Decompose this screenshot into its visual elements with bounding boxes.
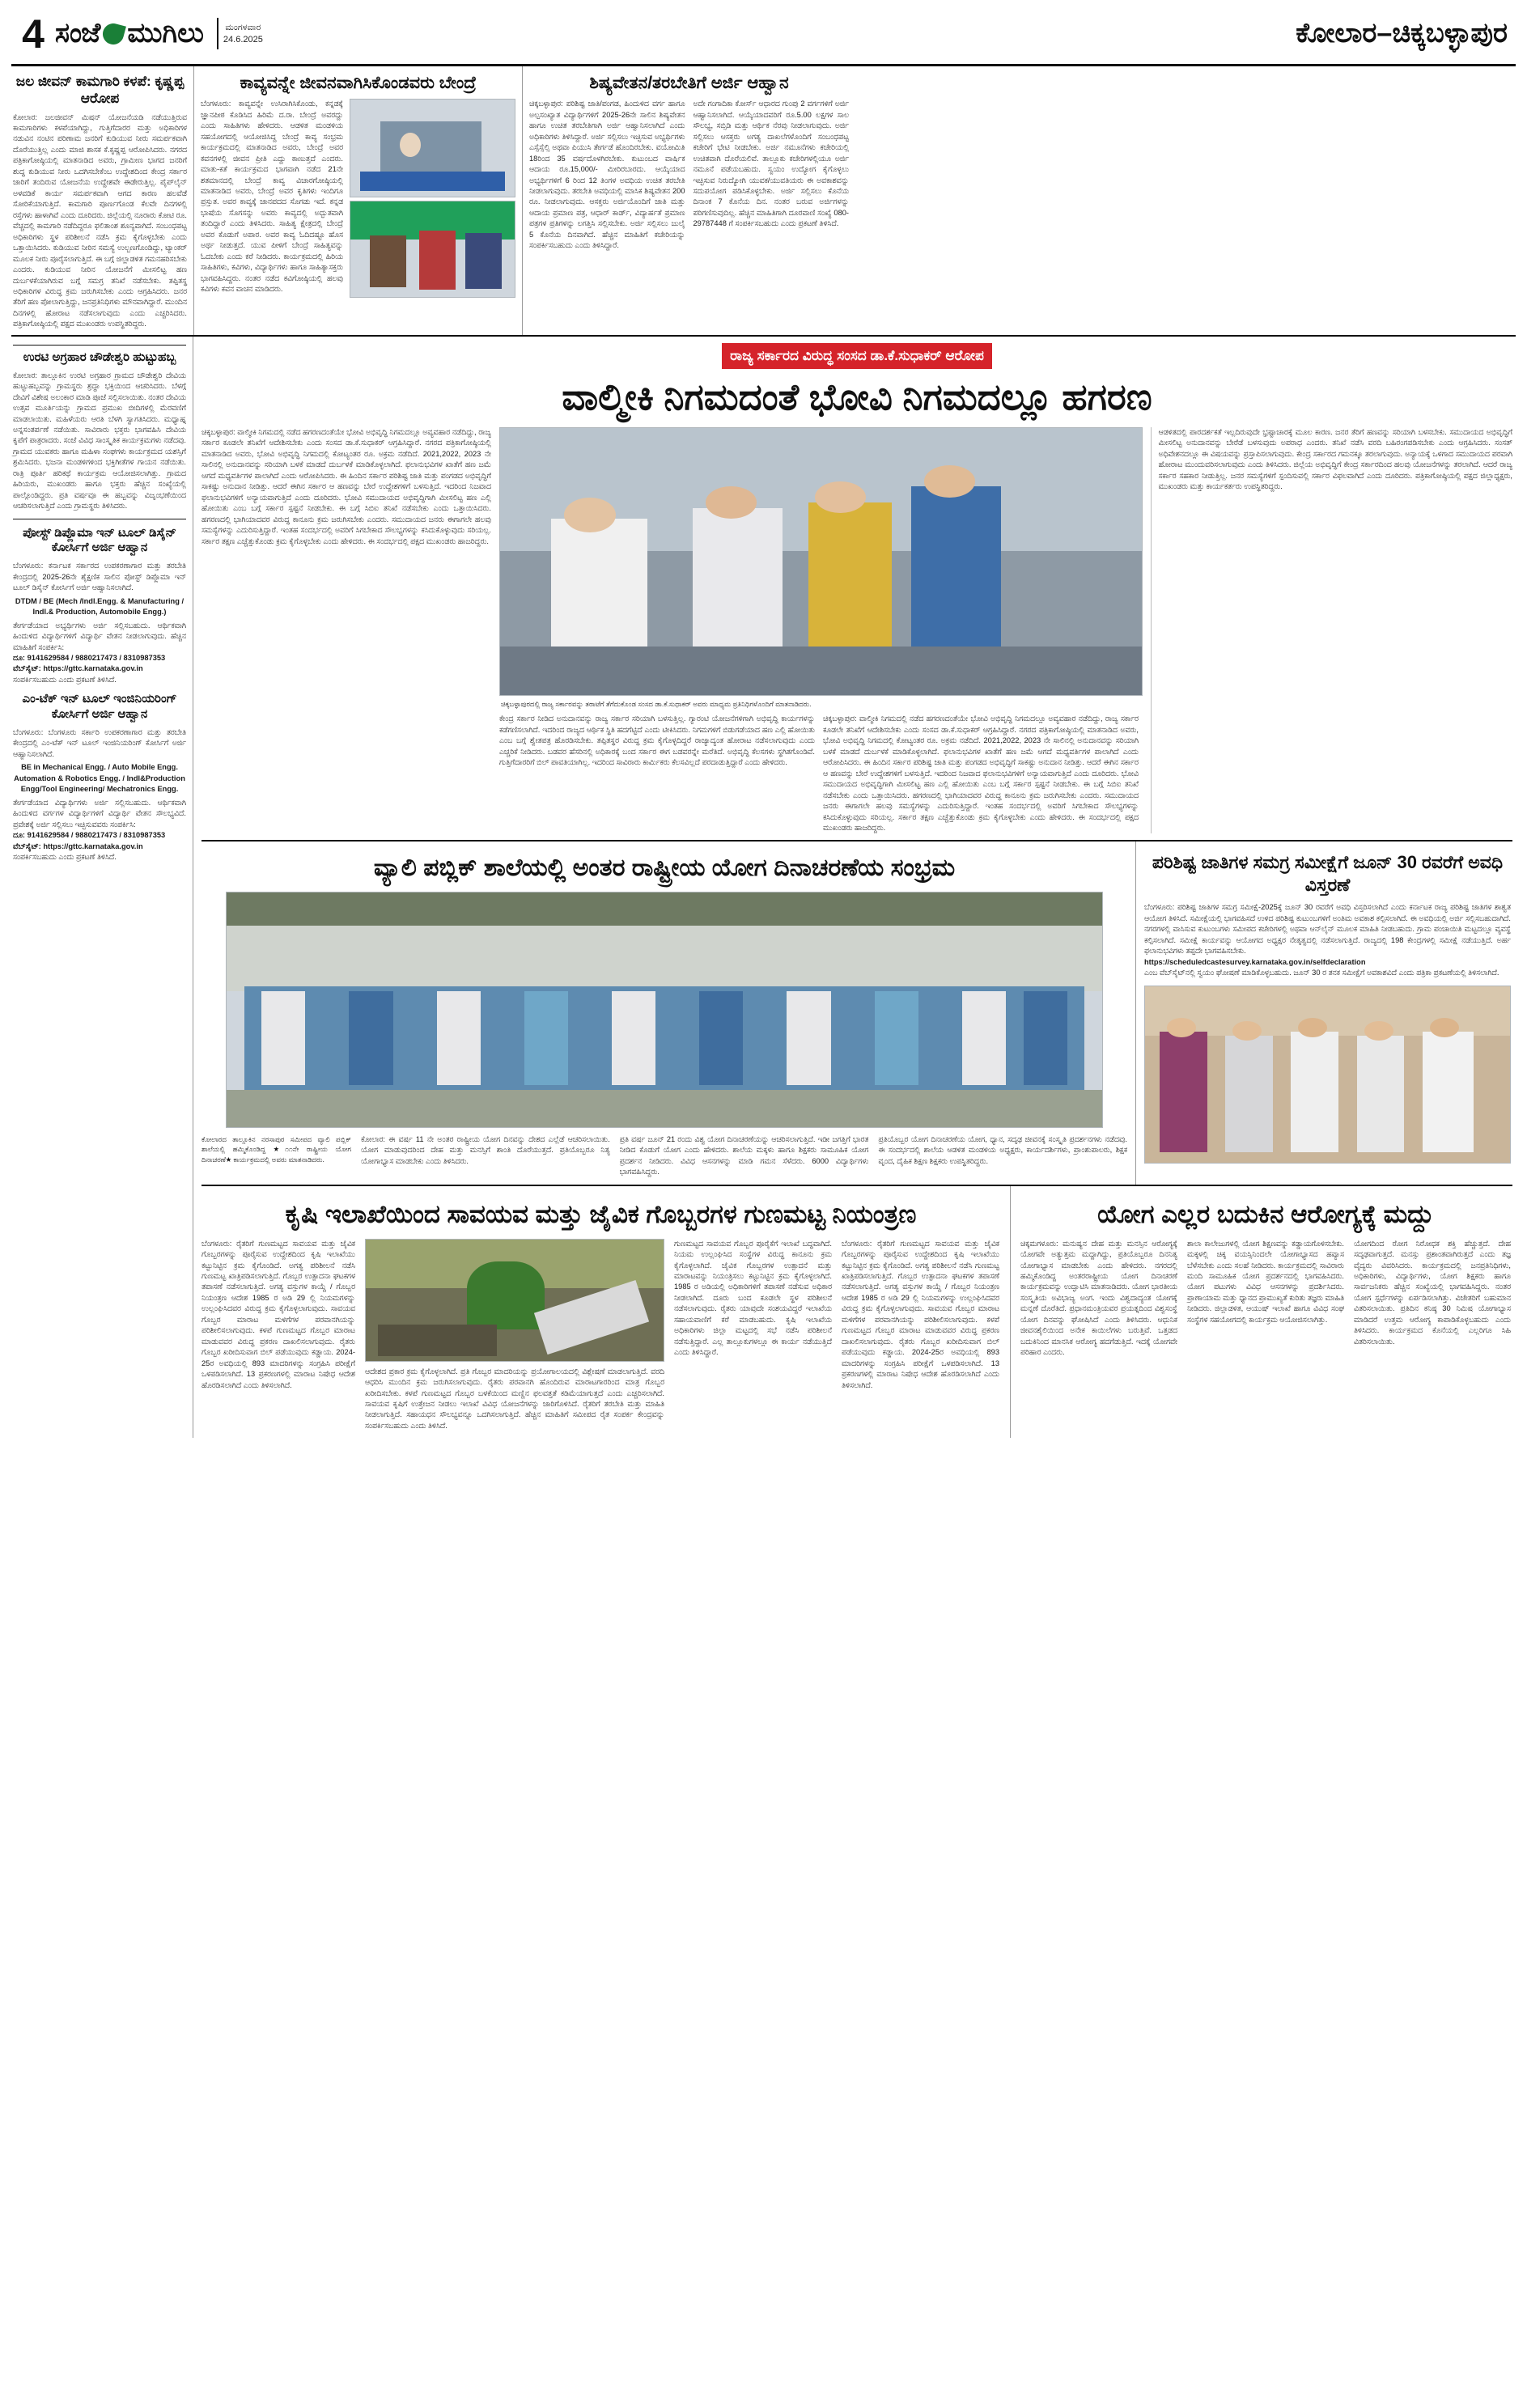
lead-story [201, 337, 1512, 842]
lead-story-col2: ಕೇಂದ್ರ ಸರ್ಕಾರ ನೀಡಿದ ಅನುದಾನವನ್ನು ರಾಜ್ಯ ಸರ್ಕಾರ ಸರಿಯಾಗಿ ಬಳಸುತ್ತಿಲ್ಲ. ಗ್ಯಾರಂಟಿ ಯೋಜನೆಗಳಿಗಾಗಿ ಅಭಿವೃದ್ಧಿ ಕಾರ್ಯಗಳನ್ನು ಕಡೆಗಣಿಸಲಾಗಿದೆ. ಇದರಿಂದ ರಾಜ್ಯದ ಆರ್ಥಿಕ ಸ್ಥಿತಿ ಹದಗೆಟ್ಟಿದೆ ಎಂದು ಟೀಕಿಸಿದರು. ನಿಗಮಗಳಿಗೆ ಬಿಡುಗಡೆಯಾದ ಹಣ ಎಲ್ಲಿ ಹೋಯಿತು ಎಂಬ ಬಗ್ಗೆ ಶ್ವೇತಪತ್ರ ಹೊರಡಿಸಬೇಕು. ತಪ್ಪಿತಸ್ಥರ ವಿರುದ್ಧ ಕ್ರಮ ಕೈಗೊಳ್ಳದಿದ್ದರೆ ರಾಜ್ಯಾದ್ಯಂತ ಹೋರಾಟ ನಡೆಸಲಾಗುವುದು ಎಂದು ಎಚ್ಚರಿಕೆ ನೀಡಿದರು. ಬಡವರ ಹೆಸರಿನಲ್ಲಿ ಅಧಿಕಾರಕ್ಕೆ ಬಂದ ಸರ್ಕಾರ ಈಗ ಬಡವರನ್ನೇ ಮರೆತಿದೆ. ಅಭಿವೃದ್ಧಿ ಕೆಲಸಗಳು ಸ್ಥಗಿತಗೊಂಡಿವೆ. ಗುತ್ತಿಗೆದಾರರಿಗೆ ಬಿಲ್ ಪಾವತಿಯಾಗಿಲ್ಲ. ಇದರಿಂದ ಸಾವಿರಾರು ಕಾರ್ಮಿಕರು ಕೆಲಸವಿಲ್ಲದೆ ಪರದಾಡುತ್ತಿದ್ದಾರೆ ಎಂದು ಹೇಳಿದರು. [498, 714, 815, 767]
yoga-health-col2: ಶಾಲಾ ಕಾಲೇಜುಗಳಲ್ಲಿ ಯೋಗ ಶಿಕ್ಷಣವನ್ನು ಕಡ್ಡಾಯಗೊಳಿಸಬೇಕು. ಮಕ್ಕಳಲ್ಲಿ ಚಿಕ್ಕ ವಯಸ್ಸಿನಿಂದಲೇ ಯೋಗಾಭ್ಯಾಸದ ಹವ್ಯಾಸ ಬೆಳೆಸಬೇಕು ಎಂದು ಸಲಹೆ ನೀಡಿದರು. ಕಾರ್ಯಕ್ರಮದಲ್ಲಿ ಸಾವಿರಾರು ಮಂದಿ ಸಾಮೂಹಿಕ ಯೋಗ ಪ್ರದರ್ಶನದಲ್ಲಿ ಭಾಗವಹಿಸಿದರು. ಯೋಗ ಪಟುಗಳು ವಿವಿಧ ಆಸನಗಳನ್ನು ಪ್ರದರ್ಶಿಸಿದರು. ಪ್ರಾಣಾಯಾಮ ಮತ್ತು ಧ್ಯಾನದ ಪ್ರಾಮುಖ್ಯತೆ ಕುರಿತು ತಜ್ಞರು ಮಾಹಿತಿ ನೀಡಿದರು. ಜಿಲ್ಲಾಡಳಿತ, ಆಯುಷ್ ಇಲಾಖೆ ಹಾಗೂ ವಿವಿಧ ಸಂಘ ಸಂಸ್ಥೆಗಳ ಸಹಯೋಗದಲ್ಲಿ ಕಾರ್ಯಕ್ರಮ ಆಯೋಜಿಸಲಾಗಿತ್ತು. [1187, 1239, 1344, 1324]
agri-story [201, 1186, 1011, 1439]
logo-secondary-text: ಮುಗಿಲು [127, 18, 204, 49]
story-scholarship [522, 66, 855, 335]
masthead-date: 24.6.2025 [223, 34, 263, 45]
story-jal-jeevan-body: ಕೋಲಾರ: ಜಲಜೀವನ್ ಮಿಷನ್ ಯೋಜನೆಯಡಿ ನಡೆಯುತ್ತಿರುವ ಕಾಮಗಾರಿಗಳು ಕಳಪೆಯಾಗಿದ್ದು, ಗುತ್ತಿಗೆದಾರರ ಮತ್ತು ಅಧಿಕಾರಿಗಳ ನಡುವಿನ ನಂಟಿನ ಪರಿಣಾಮ ಜನರಿಗೆ ಕುಡಿಯುವ ನೀರು ಸಮರ್ಪಕವಾಗಿ ದೊರೆಯುತ್ತಿಲ್ಲ ಎಂದು ಮಾಜಿ ಶಾಸಕ ಕೆ.ಕೃಷ್ಣಪ್ಪ ಆರೋಪಿಸಿದರು. ನಗರದ ಪತ್ರಿಕಾಗೋಷ್ಠಿಯಲ್ಲಿ ಮಾತನಾಡಿದ ಅವರು, ಗ್ರಾಮೀಣ ಭಾಗದ ಜನರಿಗೆ ಶುದ್ಧ ಕುಡಿಯುವ ನೀರು ಒದಗಿಸಬೇಕೆಂಬ ಉದ್ದೇಶದಿಂದ ಕೇಂದ್ರ ಸರ್ಕಾರ ಜಾರಿಗೆ ತಂದಿರುವ ಯೋಜನೆಯ ಉದ್ದೇಶವೇ ಈಡೇರುತ್ತಿಲ್ಲ. ಪೈಪ್‌ಲೈನ್ ಅಳವಡಿಕೆ ಕಾರ್ಯ ಸಮರ್ಪಕವಾಗಿ ಆಗದ ಕಾರಣ ಹಲವೆಡೆ ಸೋರಿಕೆಯಾಗುತ್ತಿದೆ. ಕಾಮಗಾರಿ ಪೂರ್ಣಗೊಂಡ ಕೆಲವೇ ದಿನಗಳಲ್ಲಿ ರಸ್ತೆಗಳು ಹಾಳಾಗಿವೆ ಎಂದು ದೂರಿದರು. ಜಿಲ್ಲೆಯಲ್ಲಿ ನೂರಾರು ಕೋಟಿ ರೂ. ವೆಚ್ಚದಲ್ಲಿ ಕಾಮಗಾರಿ ನಡೆದಿದ್ದರೂ ಫಲಿತಾಂಶ ಶೂನ್ಯವಾಗಿದೆ. ಸಂಬಂಧಪಟ್ಟ ಅಧಿಕಾರಿಗಳು ಸ್ಥಳ ಪರಿಶೀಲನೆ ನಡೆಸಿ ಕ್ರಮ ಕೈಗೊಳ್ಳಬೇಕು ಎಂದು ಒತ್ತಾಯಿಸಿದರು. ಕುಡಿಯುವ ನೀರಿನ ಸಮಸ್ಯೆ ಉಲ್ಬಣಗೊಂಡಿದ್ದು, ಟ್ಯಾಂಕರ್ ಮೂಲಕ ನೀರು ಪೂರೈಸಲಾಗುತ್ತಿದೆ. ಈ ಬಗ್ಗೆ ಜಿಲ್ಲಾಡಳಿತ ಗಮನಹರಿಸಬೇಕು ಎಂದರು. ಕುಡಿಯುವ ನೀರಿನ ಯೋಜನೆಗೆ ಮೀಸಲಿಟ್ಟ ಹಣ ದುರ್ಬಳಕೆಯಾಗಿರುವ ಬಗ್ಗೆ ಸಮಗ್ರ ತನಿಖೆ ನಡೆಸಬೇಕು. ತಪ್ಪಿತಸ್ಥ ಅಧಿಕಾರಿಗಳ ವಿರುದ್ಧ ಕ್ರಮ ಜರುಗಿಸಬೇಕು ಎಂದು ಆಗ್ರಹಿಸಿದರು. ಜನರ ತೆರಿಗೆ ಹಣ ಪೋಲಾಗುತ್ತಿದ್ದು, ಜನಪ್ರತಿನಿಧಿಗಳು ಮೌನವಾಗಿದ್ದಾರೆ. ಮುಂದಿನ ದಿನಗಳಲ್ಲಿ ಹೋರಾಟ ನಡೆಸಲಾಗುವುದು ಎಂದು ಎಚ್ಚರಿಸಿದರು. ಪತ್ರಿಕಾಗೋಷ್ಠಿಯಲ್ಲಿ ಪಕ್ಷದ ಮುಖಂಡರು ಉಪಸ್ಥಿತರಿದ್ದರು. [13, 112, 187, 329]
agri-story-col4: ಬೆಂಗಳೂರು: ರೈತರಿಗೆ ಗುಣಮಟ್ಟದ ಸಾವಯವ ಮತ್ತು ಜೈವಿಕ ಗೊಬ್ಬರಗಳನ್ನು ಪೂರೈಸುವ ಉದ್ದೇಶದಿಂದ ಕೃಷಿ ಇಲಾಖೆಯು ಕಟ್ಟುನಿಟ್ಟಿನ ಕ್ರಮ ಕೈಗೊಂಡಿದೆ. ಅಗತ್ಯ ಪರಿಶೀಲನೆ ನಡೆಸಿ ಗುಣಮಟ್ಟ ಖಾತ್ರಿಪಡಿಸಲಾಗುತ್ತಿದೆ. ಗೊಬ್ಬರ ಉತ್ಪಾದನಾ ಘಟಕಗಳ ತಪಾಸಣೆ ನಡೆಸಲಾಗುತ್ತಿದೆ. ಅಗತ್ಯ ವಸ್ತುಗಳ ಕಾಯ್ದೆ / ಗೊಬ್ಬರ ನಿಯಂತ್ರಣ ಆದೇಶ 1985 ರ ಅಡಿ 29 ಲ್ಲಿ ನಿಯಮಗಳನ್ನು ಉಲ್ಲಂಘಿಸಿದವರ ವಿರುದ್ಧ ಕ್ರಮ ಕೈಗೊಳ್ಳಲಾಗುವುದು. ಸಾವಯವ ಗೊಬ್ಬರ ಮಾರಾಟ ಮಳಿಗೆಗಳ ಪರವಾನಗಿಯನ್ನು ಪರಿಶೀಲಿಸಲಾಗುವುದು. ಕಳಪೆ ಗುಣಮಟ್ಟದ ಗೊಬ್ಬರ ಮಾರಾಟ ಮಾಡುವವರ ವಿರುದ್ಧ ಪ್ರಕರಣ ದಾಖಲಿಸಲಾಗುವುದು. ರೈತರು ಗೊಬ್ಬರ ಖರೀದಿಸುವಾಗ ಬಿಲ್ ಪಡೆಯುವುದು ಕಡ್ಡಾಯ. 2024-25ರ ಅವಧಿಯಲ್ಲಿ 893 ಮಾದರಿಗಳನ್ನು ಸಂಗ್ರಹಿಸಿ ಪರೀಕ್ಷೆಗೆ ಒಳಪಡಿಸಲಾಗಿದೆ. 13 ಪ್ರಕರಣಗಳಲ್ಲಿ ಮಾರಾಟ ನಿಷೇಧ ಆದೇಶ ಹೊರಡಿಸಲಾಗಿದೆ ಎಂದು ತಿಳಿಸಲಾಗಿದೆ. [842, 1239, 999, 1389]
left-column [11, 337, 193, 1439]
lead-story-photo [499, 427, 1143, 696]
story-bendre-photo-2 [350, 201, 515, 298]
lead-story-col2b: ಚಿಕ್ಕಬಳ್ಳಾಪುರ: ವಾಲ್ಮೀಕಿ ನಿಗಮದಲ್ಲಿ ನಡೆದ ಹಗರಣದಂತೆಯೇ ಭೋವಿ ಅಭಿವೃದ್ಧಿ ನಿಗಮದಲ್ಲೂ ಅವ್ಯವಹಾರ ನಡೆದಿದ್ದು, ರಾಜ್ಯ ಸರ್ಕಾರ ಕೂಡಲೇ ತನಿಖೆಗೆ ಆದೇಶಿಸಬೇಕು ಎಂದು ಸಂಸದ ಡಾ.ಕೆ.ಸುಧಾಕರ್ ಆಗ್ರಹಿಸಿದ್ದಾರೆ. ನಗರದ ಪತ್ರಿಕಾಗೋಷ್ಠಿಯಲ್ಲಿ ಮಾತನಾಡಿದ ಅವರು, ಭೋವಿ ಅಭಿವೃದ್ಧಿ ನಿಗಮದಲ್ಲಿ ಕೋಟ್ಯಂತರ ರೂ. ಅಕ್ರಮ ನಡೆದಿದೆ. 2021,2022, 2023 ನೇ ಸಾಲಿನಲ್ಲಿ ಅನುದಾನವನ್ನು ಸರಿಯಾಗಿ ಬಳಕೆ ಮಾಡದೆ ದುರ್ಬಳಕೆ ಮಾಡಿಕೊಳ್ಳಲಾಗಿದೆ. ಫಲಾನುಭವಿಗಳ ಖಾತೆಗೆ ಹಣ ಜಮೆ ಆಗದೆ ಮಧ್ಯವರ್ತಿಗಳ ಪಾಲಾಗಿದೆ ಎಂದು ಆರೋಪಿಸಿದರು. ಈ ಹಿಂದಿನ ಸರ್ಕಾರ ಪರಿಶಿಷ್ಟ ಜಾತಿ ಮತ್ತು ಪಂಗಡದ ಅಭಿವೃದ್ಧಿಗೆ ಸಾಕಷ್ಟು ಅನುದಾನ ನೀಡಿತ್ತು. ಆದರೆ ಈಗಿನ ಸರ್ಕಾರ ಆ ಹಣವನ್ನು ಬೇರೆ ಉದ್ದೇಶಗಳಿಗೆ ಬಳಸುತ್ತಿದೆ. ಇದರಿಂದ ನಿಜವಾದ ಫಲಾನುಭವಿಗಳಿಗೆ ಅನ್ಯಾಯವಾಗುತ್ತಿದೆ ಎಂದು ದೂರಿದರು. ಭೋವಿ ಸಮುದಾಯದ ಅಭಿವೃದ್ಧಿಗಾಗಿ ಮೀಸಲಿಟ್ಟ ಹಣ ಎಲ್ಲಿ ಹೋಯಿತು ಎಂಬ ಬಗ್ಗೆ ಸರ್ಕಾರ ಸ್ಪಷ್ಟನೆ ನೀಡಬೇಕು. ಈ ಬಗ್ಗೆ ಸಿಬಿಐ ತನಿಖೆ ನಡೆಸಬೇಕು ಎಂದು ಒತ್ತಾಯಿಸಿದರು. ಹಗರಣದಲ್ಲಿ ಭಾಗಿಯಾದವರ ವಿರುದ್ಧ ಕಾನೂನು ಕ್ರಮ ಜರುಗಿಸಬೇಕು ಎಂದರು. ಸಮುದಾಯದ ಜನರು ಈಗಾಗಲೇ ಹಲವು ಸಮಸ್ಯೆಗಳನ್ನು ಎದುರಿಸುತ್ತಿದ್ದಾರೆ. ಇಂತಹ ಸಂದರ್ಭದಲ್ಲಿ ಅವರಿಗೆ ಸಿಗಬೇಕಾದ ಸೌಲಭ್ಯಗಳನ್ನು ಕಸಿದುಕೊಳ್ಳುವುದು ಸರಿಯಲ್ಲ. ಸರ್ಕಾರ ತಕ್ಷಣ ಎಚ್ಚೆತ್ತುಕೊಂಡು ಕ್ರಮ ಕೈಗೊಳ್ಳಬೇಕು ಎಂದು ಹೇಳಿದರು. ಈ ಸಂದರ್ಭದಲ್ಲಿ ಪಕ್ಷದ ಮುಖಂಡರು ಹಾಜರಿದ್ದರು. [822, 714, 1139, 833]
main-column [193, 337, 1512, 1439]
lead-story-photo-caption: ಚಿಕ್ಕಬಳ್ಳಾಪುರದಲ್ಲಿ ರಾಜ್ಯ ಸರ್ಕಾರವನ್ನು ತರಾಟೆಗೆ ತೆಗೆದುಕೊಂಡ ಸಂಸದ ಡಾ.ಕೆ.ಸುಧಾಕರ್ ಅವರು ಮಾಧ್ಯಮ ಪ್ರತಿನಿಧಿಗಳೊಂದಿಗೆ ಮಾತನಾಡಿದರು. [500, 699, 812, 708]
ad-mtech-body: ಬೆಂಗಳೂರು: ಬೆಂಗಳೂರು ಸರ್ಕಾರಿ ಉಪಕರಣಾಗಾರ ಮತ್ತು ತರಬೇತಿ ಕೇಂದ್ರದಲ್ಲಿ ಎಂ-ಟೆಕ್ ಇನ್ ಟೂಲ್ ಇಂಜಿನಿಯರಿಂಗ್ ಕೋರ್ಸಿಗೆ ಅರ್ಜಿ ಆಹ್ವಾನಿಸಲಾಗಿದೆ. [13, 727, 186, 758]
survey-story-headline: ಪರಿಶಿಷ್ಟ ಜಾತಿಗಳ ಸಮಗ್ರ ಸಮೀಕ್ಷೆಗೆ ಜೂನ್ 30 ರವರೆಗೆ ಅವಧಿ ವಿಸ್ತರಣೆ [1152, 852, 1504, 895]
story-scholarship-body: ಚಿಕ್ಕಬಳ್ಳಾಪುರ: ಪರಿಶಿಷ್ಟ ಜಾತಿ/ಪಂಗಡ, ಹಿಂದುಳಿದ ವರ್ಗ ಹಾಗೂ ಅಲ್ಪಸಂಖ್ಯಾತ ವಿದ್ಯಾರ್ಥಿಗಳಿಗೆ 2025-26ನೇ ಸಾಲಿನ ಶಿಷ್ಯವೇತನ ಹಾಗೂ ಉಚಿತ ತರಬೇತಿಗಾಗಿ ಅರ್ಜಿ ಆಹ್ವಾನಿಸಲಾಗಿದೆ ಎಂದು ಅಧಿಕಾರಿಗಳು ತಿಳಿಸಿದ್ದಾರೆ. ಅರ್ಜಿ ಸಲ್ಲಿಸಲು ಇಚ್ಛಿಸುವ ಅಭ್ಯರ್ಥಿಗಳು ಎಸ್ಸೆಸ್ಸೆಲ್ಸಿ ಅಥವಾ ಪಿಯುಸಿ ತೇರ್ಗಡೆ ಹೊಂದಿರಬೇಕು. ವಯೋಮಿತಿ 18ರಿಂದ 35 ವರ್ಷದೊಳಗಿರಬೇಕು. ಕುಟುಂಬದ ವಾರ್ಷಿಕ ಆದಾಯ ರೂ.15,000/- ಮೀರಿರಬಾರದು. ಆಯ್ಕೆಯಾದ ಅಭ್ಯರ್ಥಿಗಳಿಗೆ 6 ರಿಂದ 12 ತಿಂಗಳ ಅವಧಿಯ ಉಚಿತ ತರಬೇತಿ ನೀಡಲಾಗುವುದು. ತರಬೇತಿ ಅವಧಿಯಲ್ಲಿ ಮಾಸಿಕ ಶಿಷ್ಯವೇತನ 200 ರೂ. ನೀಡಲಾಗುವುದು. ಆಸಕ್ತರು ಅರ್ಜಿಯೊಂದಿಗೆ ಜಾತಿ ಮತ್ತು ಆದಾಯ ಪ್ರಮಾಣ ಪತ್ರ, ಆಧಾರ್ ಕಾರ್ಡ್, ವಿದ್ಯಾರ್ಹತೆ ಪ್ರಮಾಣ ಪತ್ರಗಳ ಪ್ರತಿಗಳನ್ನು ಲಗತ್ತಿಸಿ ಸಲ್ಲಿಸಬೇಕು. ಅರ್ಜಿ ಸಲ್ಲಿಸಲು ಜುಲೈ 5 ಕೊನೆಯ ದಿನವಾಗಿದೆ. ಹೆಚ್ಚಿನ ಮಾಹಿತಿಗೆ ಕಚೇರಿಯನ್ನು ಸಂಪರ್ಕಿಸಬಹುದು ಎಂದು ತಿಳಿಸಿದ್ದಾರೆ. [529, 100, 685, 250]
publication-logo [55, 18, 218, 49]
story-scholarship-body-2: ಅದೇ ಗಂಗಾದಿಕಾ ಕೋರ್ಸ್ ಆಧಾರದ ಗುಂಪು 2 ವರ್ಗಗಳಿಗೆ ಅರ್ಜಿ ಆಹ್ವಾನಿಸಲಾಗಿದೆ. ಆಯ್ಕೆಯಾದವರಿಗೆ ರೂ.5.00 ಲಕ್ಷಗಳ ಸಾಲ ಸೌಲಭ್ಯ, ಸಬ್ಸಿಡಿ ಮತ್ತು ಆರ್ಥಿಕ ನೆರವು ನೀಡಲಾಗುವುದು. ಅರ್ಜಿ ಸಲ್ಲಿಸಲು ಆಸಕ್ತರು ಅಗತ್ಯ ದಾಖಲೆಗಳೊಂದಿಗೆ ಸಂಬಂಧಪಟ್ಟ ಕಚೇರಿಗೆ ಭೇಟಿ ನೀಡಬೇಕು. ಅರ್ಜಿ ನಮೂನೆಗಳು ಕಚೇರಿಯಲ್ಲಿ ಉಚಿತವಾಗಿ ದೊರೆಯಲಿವೆ. ತಾಲ್ಲೂಕು ಕಚೇರಿಗಳಲ್ಲಿಯೂ ಅರ್ಜಿ ನಮೂನೆ ಪಡೆಯಬಹುದು. ಸ್ವಯಂ ಉದ್ಯೋಗ ಕೈಗೊಳ್ಳಲು ಇಚ್ಛಿಸುವ ನಿರುದ್ಯೋಗಿ ಯುವಕ/ಯುವತಿಯರು ಈ ಅವಕಾಶವನ್ನು ಸದುಪಯೋಗ ಪಡಿಸಿಕೊಳ್ಳಬೇಕು. ಅರ್ಜಿ ಸಲ್ಲಿಸಲು ಕೊನೆಯ ದಿನಾಂಕ 7 ಕೊನೆಯ ದಿನ. ನಂತರ ಬರುವ ಅರ್ಜಿಗಳನ್ನು ಪರಿಗಣಿಸುವುದಿಲ್ಲ. ಹೆಚ್ಚಿನ ಮಾಹಿತಿಗಾಗಿ ದೂರವಾಣಿ ಸಂಖ್ಯೆ 080-29787448 ಗೆ ಸಂಪರ್ಕಿಸಬಹುದು ಎಂದು ಪ್ರಕಟಣೆ ತಿಳಿಸಿದೆ. [693, 100, 849, 228]
story-urati-body: ಕೋಲಾರ: ತಾಲ್ಲೂಕಿನ ಉರಟಿ ಅಗ್ರಹಾರ ಗ್ರಾಮದ ಚೌಡೇಶ್ವರಿ ದೇವಿಯ ಹುಟ್ಟುಹಬ್ಬವನ್ನು ಗ್ರಾಮಸ್ಥರು ಶ್ರದ್ಧಾ ಭಕ್ತಿಯಿಂದ ಆಚರಿಸಿದರು. ಬೆಳಗ್ಗೆ ದೇವಿಗೆ ವಿಶೇಷ ಅಲಂಕಾರ ಮಾಡಿ ಪೂಜೆ ಸಲ್ಲಿಸಲಾಯಿತು. ನಂತರ ದೇವಿಯ ಉತ್ಸವ ಮೂರ್ತಿಯನ್ನು ಗ್ರಾಮದ ಪ್ರಮುಖ ಬೀದಿಗಳಲ್ಲಿ ಮೆರವಣಿಗೆ ಮಾಡಲಾಯಿತು. ಮಹಿಳೆಯರು ಆರತಿ ಬೆಳಗಿ ಸ್ವಾಗತಿಸಿದರು. ಮಧ್ಯಾಹ್ನ ಅನ್ನಸಂತರ್ಪಣೆ ನಡೆಯಿತು. ಸಾವಿರಾರು ಭಕ್ತರು ಭಾಗವಹಿಸಿ ದೇವಿಯ ಕೃಪೆಗೆ ಪಾತ್ರರಾದರು. ಸಂಜೆ ವಿವಿಧ ಸಾಂಸ್ಕೃತಿಕ ಕಾರ್ಯಕ್ರಮಗಳು ನಡೆದವು. ಗ್ರಾಮದ ಯುವಕರು ಹಾಗೂ ಮಹಿಳಾ ಸಂಘಗಳು ಕಾರ್ಯಕ್ರಮದ ಯಶಸ್ಸಿಗೆ ಶ್ರಮಿಸಿದರು. ಭಜನಾ ಮಂಡಳಿಗಳಿಂದ ಭಕ್ತಿಗೀತೆಗಳ ಗಾಯನ ನಡೆಯಿತು. ರಾತ್ರಿ ಪೂರ್ತಿ ಹರಿಕಥೆ ಕಾರ್ಯಕ್ರಮ ಆಯೋಜಿಸಲಾಗಿತ್ತು. ಗ್ರಾಮದ ಹಿರಿಯರು, ಮುಖಂಡರು ಹಾಗೂ ಭಕ್ತರು ಹೆಚ್ಚಿನ ಸಂಖ್ಯೆಯಲ್ಲಿ ಪಾಲ್ಗೊಂಡಿದ್ದರು. ಪ್ರತಿ ವರ್ಷವೂ ಈ ಹಬ್ಬವನ್ನು ವಿಜೃಂಭಣೆಯಿಂದ ಆಚರಿಸಲಾಗುತ್ತಿದೆ ಎಂದು ಗ್ರಾಮಸ್ಥರು ತಿಳಿಸಿದರು. [13, 371, 186, 511]
yoga-school-story [201, 842, 1136, 1184]
yoga-health-headline: ಯೋಗ ಎಲ್ಲರ ಬದುಕಿನ ಆರೋಗ್ಯಕ್ಕೆ ಮದ್ದು [1097, 1199, 1434, 1228]
yoga-school-photo [226, 892, 1103, 1128]
yoga-school-col1: ಕೋಲಾರ: ಈ ವರ್ಷ 11 ನೇ ಅಂತರ ರಾಷ್ಟ್ರೀಯ ಯೋಗ ದಿನವನ್ನು ದೇಶದ ಎಲ್ಲೆಡೆ ಆಚರಿಸಲಾಯಿತು. ಯೋಗ ಮಾಡುವುದರಿಂದ ದೇಹ ಮತ್ತು ಮನಸ್ಸಿಗೆ ಶಾಂತಿ ದೊರೆಯುತ್ತದೆ. ಪ್ರತಿಯೊಬ್ಬರೂ ನಿತ್ಯ ಯೋಗಾಭ್ಯಾಸ ಮಾಡಬೇಕು ಎಂದು ತಿಳಿಸಿದರು. [361, 1134, 610, 1165]
story-jal-jeevan-headline: ಜಲ ಜೀವನ್ ಕಾಮಗಾರಿ ಕಳಪೆ: ಕೃಷ್ಣಪ್ಪ ಆರೋಪ [15, 74, 185, 107]
story-jal-jeevan [11, 66, 193, 335]
lead-story-col1: ಚಿಕ್ಕಬಳ್ಳಾಪುರ: ವಾಲ್ಮೀಕಿ ನಿಗಮದಲ್ಲಿ ನಡೆದ ಹಗರಣದಂತೆಯೇ ಭೋವಿ ಅಭಿವೃದ್ಧಿ ನಿಗಮದಲ್ಲೂ ಅವ್ಯವಹಾರ ನಡೆದಿದ್ದು, ರಾಜ್ಯ ಸರ್ಕಾರ ಕೂಡಲೇ ತನಿಖೆಗೆ ಆದೇಶಿಸಬೇಕು ಎಂದು ಸಂಸದ ಡಾ.ಕೆ.ಸುಧಾಕರ್ ಆಗ್ರಹಿಸಿದ್ದಾರೆ. ನಗರದ ಪತ್ರಿಕಾಗೋಷ್ಠಿಯಲ್ಲಿ ಮಾತನಾಡಿದ ಅವರು, ಭೋವಿ ಅಭಿವೃದ್ಧಿ ನಿಗಮದಲ್ಲಿ ಕೋಟ್ಯಂತರ ರೂ. ಅಕ್ರಮ ನಡೆದಿದೆ. 2021,2022, 2023 ನೇ ಸಾಲಿನಲ್ಲಿ ಅನುದಾನವನ್ನು ಸರಿಯಾಗಿ ಬಳಕೆ ಮಾಡದೆ ದುರ್ಬಳಕೆ ಮಾಡಿಕೊಳ್ಳಲಾಗಿದೆ. ಫಲಾನುಭವಿಗಳ ಖಾತೆಗೆ ಹಣ ಜಮೆ ಆಗದೆ ಮಧ್ಯವರ್ತಿಗಳ ಪಾಲಾಗಿದೆ ಎಂದು ಆರೋಪಿಸಿದರು. ಈ ಹಿಂದಿನ ಸರ್ಕಾರ ಪರಿಶಿಷ್ಟ ಜಾತಿ ಮತ್ತು ಪಂಗಡದ ಅಭಿವೃದ್ಧಿಗೆ ಸಾಕಷ್ಟು ಅನುದಾನ ನೀಡಿತ್ತು. ಆದರೆ ಈಗಿನ ಸರ್ಕಾರ ಆ ಹಣವನ್ನು ಬೇರೆ ಉದ್ದೇಶಗಳಿಗೆ ಬಳಸುತ್ತಿದೆ. ಇದರಿಂದ ನಿಜವಾದ ಫಲಾನುಭವಿಗಳಿಗೆ ಅನ್ಯಾಯವಾಗುತ್ತಿದೆ ಎಂದು ದೂರಿದರು. ಭೋವಿ ಸಮುದಾಯದ ಅಭಿವೃದ್ಧಿಗಾಗಿ ಮೀಸಲಿಟ್ಟ ಹಣ ಎಲ್ಲಿ ಹೋಯಿತು ಎಂಬ ಬಗ್ಗೆ ಸರ್ಕಾರ ಸ್ಪಷ್ಟನೆ ನೀಡಬೇಕು. ಈ ಬಗ್ಗೆ ಸಿಬಿಐ ತನಿಖೆ ನಡೆಸಬೇಕು ಎಂದು ಒತ್ತಾಯಿಸಿದರು. ಹಗರಣದಲ್ಲಿ ಭಾಗಿಯಾದವರ ವಿರುದ್ಧ ಕಾನೂನು ಕ್ರಮ ಜರುಗಿಸಬೇಕು ಎಂದರು. ಸಮುದಾಯದ ಜನರು ಈಗಾಗಲೇ ಹಲವು ಸಮಸ್ಯೆಗಳನ್ನು ಎದುರಿಸುತ್ತಿದ್ದಾರೆ. ಇಂತಹ ಸಂದರ್ಭದಲ್ಲಿ ಅವರಿಗೆ ಸಿಗಬೇಕಾದ ಸೌಲಭ್ಯಗಳನ್ನು ಕಸಿದುಕೊಳ್ಳುವುದು ಸರಿಯಲ್ಲ. ಸರ್ಕಾರ ತಕ್ಷಣ ಎಚ್ಚೆತ್ತುಕೊಂಡು ಕ್ರಮ ಕೈಗೊಳ್ಳಬೇಕು ಎಂದು ಹೇಳಿದರು. ಈ ಸಂದರ್ಭದಲ್ಲಿ ಪಕ್ಷದ ಮುಖಂಡರು ಹಾಜರಿದ್ದರು. [201, 427, 491, 545]
ad-tool-design-course: DTDM / BE (Mech /Indl.Engg. & Manufacturing / Indl.& Production, Automobile Engg.) [15, 596, 185, 617]
story-bendre-photo-1 [350, 99, 515, 197]
logo-primary-text: ಸಂಜೆ [55, 18, 100, 49]
yoga-health-col3: ಯೋಗದಿಂದ ರೋಗ ನಿರೋಧಕ ಶಕ್ತಿ ಹೆಚ್ಚುತ್ತದೆ. ದೇಹ ಸದೃಢವಾಗುತ್ತದೆ. ಮನಸ್ಸು ಪ್ರಶಾಂತವಾಗಿರುತ್ತದೆ ಎಂದು ತಜ್ಞ ವೈದ್ಯರು ವಿವರಿಸಿದರು. ಕಾರ್ಯಕ್ರಮದಲ್ಲಿ ಜನಪ್ರತಿನಿಧಿಗಳು, ಅಧಿಕಾರಿಗಳು, ವಿದ್ಯಾರ್ಥಿಗಳು, ಯೋಗ ಶಿಕ್ಷಕರು ಹಾಗೂ ಸಾರ್ವಜನಿಕರು ಹೆಚ್ಚಿನ ಸಂಖ್ಯೆಯಲ್ಲಿ ಭಾಗವಹಿಸಿದ್ದರು. ನಂತರ ಯೋಗ ಸ್ಪರ್ಧೆಗಳನ್ನು ಏರ್ಪಡಿಸಲಾಗಿತ್ತು. ವಿಜೇತರಿಗೆ ಬಹುಮಾನ ವಿತರಿಸಲಾಯಿತು. ಪ್ರತಿದಿನ ಕನಿಷ್ಠ 30 ನಿಮಿಷ ಯೋಗಾಭ್ಯಾಸ ಮಾಡಿದರೆ ಉತ್ತಮ ಆರೋಗ್ಯ ಕಾಪಾಡಿಕೊಳ್ಳಬಹುದು ಎಂದು ತಿಳಿಸಿದರು. ಕಾರ್ಯಕ್ರಮದ ಕೊನೆಯಲ್ಲಿ ಎಲ್ಲರಿಗೂ ಸಿಹಿ ವಿತರಿಸಲಾಯಿತು. [1354, 1239, 1511, 1346]
agri-story-photo [365, 1239, 664, 1362]
yoga-school-col3: ಪ್ರತಿಯೊಬ್ಬರ ಯೋಗ ದಿನಾಚರಣೆಯ ಯೋಗ, ಧ್ಯಾನ, ಸದೃಢ ಜೀವನಕ್ಕೆ ಸಂಸ್ಕೃತಿ ಪ್ರದರ್ಶನಗಳು ನಡೆದವು. ಈ ಸಂದರ್ಭದಲ್ಲಿ ಶಾಲೆಯ ಆಡಳಿತ ಮಂಡಳಿಯ ಅಧ್ಯಕ್ಷರು, ಕಾರ್ಯದರ್ಶಿಗಳು, ಪ್ರಾಂಶುಪಾಲರು, ಶಿಕ್ಷಕ ವೃಂದ, ದೈಹಿಕ ಶಿಕ್ಷಣ ಶಿಕ್ಷಕರು ಉಪಸ್ಥಿತರಿದ್ದರು. [878, 1134, 1128, 1165]
yoga-school-headline: ವ್ಯಾಲಿ ಪಬ್ಲಿಕ್ ಶಾಲೆಯಲ್ಲಿ ಅಂತರ ರಾಷ್ಟ್ರೀಯ ಯೋಗ ದಿನಾಚರಣೆಯ ಸಂಭ್ರಮ [373, 854, 956, 882]
agri-story-col2: ಆದೇಶದ ಪ್ರಕಾರ ಕ್ರಮ ಕೈಗೊಳ್ಳಲಾಗಿದೆ. ಪ್ರತಿ ಗೊಬ್ಬರ ಮಾದರಿಯನ್ನು ಪ್ರಯೋಗಾಲಯದಲ್ಲಿ ವಿಶ್ಲೇಷಣೆ ಮಾಡಲಾಗುತ್ತಿದೆ. ವರದಿ ಆಧರಿಸಿ ಮುಂದಿನ ಕ್ರಮ ಜರುಗಿಸಲಾಗುವುದು. ರೈತರು ಪರವಾನಗಿ ಹೊಂದಿರುವ ಮಾರಾಟಗಾರರಿಂದ ಮಾತ್ರ ಗೊಬ್ಬರ ಖರೀದಿಸಬೇಕು. ಕಳಪೆ ಗುಣಮಟ್ಟದ ಗೊಬ್ಬರ ಬಳಕೆಯಿಂದ ಮಣ್ಣಿನ ಫಲವತ್ತತೆ ಕಡಿಮೆಯಾಗುತ್ತದೆ ಎಂದು ಎಚ್ಚರಿಸಲಾಗಿದೆ. ಸಾವಯವ ಕೃಷಿಗೆ ಉತ್ತೇಜನ ನೀಡಲು ಇಲಾಖೆ ವಿವಿಧ ಯೋಜನೆಗಳನ್ನು ಜಾರಿಗೊಳಿಸಿದೆ. ರೈತರಿಗೆ ತರಬೇತಿ ಮತ್ತು ಮಾಹಿತಿ ನೀಡಲಾಗುತ್ತಿದೆ. ಸಹಾಯಧನ ಸೌಲಭ್ಯವನ್ನೂ ಒದಗಿಸಲಾಗುತ್ತಿದೆ. ಹೆಚ್ಚಿನ ಮಾಹಿತಿಗೆ ಸಮೀಪದ ರೈತ ಸಂಪರ್ಕ ಕೇಂದ್ರವನ್ನು ಸಂಪರ್ಕಿಸಬಹುದು ಎಂದು ತಿಳಿಸಿದೆ. [365, 1367, 664, 1430]
story-bendre-headline: ಕಾವ್ಯವನ್ನೇ ಜೀವನವಾಗಿಸಿಕೊಂಡವರು ಬೇಂದ್ರೆ [240, 74, 477, 92]
ad-tool-design-phones: ದೂ: 9141629584 / 9880217473 / 8310987353 [13, 653, 166, 662]
survey-story-body-2: ಎಂಬ ವೆಬ್‌ಸೈಟ್‌ನಲ್ಲಿ ಸ್ವಯಂ ಘೋಷಣೆ ಮಾಡಿಕೊಳ್ಳಬಹುದು. ಜೂನ್ 30 ರ ತನಕ ಸಮೀಕ್ಷೆಗೆ ಅವಕಾಶವಿದೆ ಎಂದು ಪತ್ರಿಕಾ ಪ್ರಕಟಣೆಯಲ್ಲಿ ತಿಳಿಸಲಾಗಿದೆ. [1144, 969, 1499, 977]
ad-tool-design-body-2: ತೇರ್ಗಡೆಯಾದ ಅಭ್ಯರ್ಥಿಗಳು ಅರ್ಜಿ ಸಲ್ಲಿಸಬಹುದು. ಆರ್ಥಿಕವಾಗಿ ಹಿಂದುಳಿದ ವಿದ್ಯಾರ್ಥಿಗಳಿಗೆ ವಿದ್ಯಾರ್ಥಿ ವೇತನ ನೀಡಲಾಗುವುದು. ಹೆಚ್ಚಿನ ಮಾಹಿತಿಗೆ ಸಂಪರ್ಕಿಸಿ: [13, 621, 186, 651]
yoga-school-caption: ಕೋಲಾರದ ತಾಲ್ಲೂಕಿನ ನರಸಾಪುರ ಸಮೀಪದ ವ್ಯಾಲಿ ಪಬ್ಲಿಕ್ ಶಾಲೆಯಲ್ಲಿ ಹಮ್ಮಿಕೊಂಡಿದ್ದ ★೧೧ನೇ ರಾಷ್ಟ್ರೀಯ ಯೋಗ ದಿನಾಚರಣೆ★ ಕಾರ್ಯಕ್ರಮದಲ್ಲಿ ಅವರು ಮಾತನಾಡಿದರು. [201, 1134, 351, 1164]
yoga-health-story [1011, 1186, 1512, 1439]
ad-tool-design-website[interactable]: ವೆಬ್‌ಸೈಟ್: https://gttc.karnataka.gov.in‍ [13, 664, 143, 673]
ad-mtech-footer: ಸಂಪರ್ಕಿಸಬಹುದು ಎಂದು ಪ್ರಕಟಣೆ ತಿಳಿಸಿದೆ. [13, 853, 117, 862]
ad-tool-design-headline: ಪೋಸ್ಟ್ ಡಿಪ್ಲೊಮಾ ಇನ್ ಟೂಲ್ ಡಿಸೈನ್ ಕೋರ್ಸಿಗೆ ಅರ್ಜಿ ಆಹ್ವಾನ [23, 525, 176, 555]
agri-story-col1: ಬೆಂಗಳೂರು: ರೈತರಿಗೆ ಗುಣಮಟ್ಟದ ಸಾವಯವ ಮತ್ತು ಜೈವಿಕ ಗೊಬ್ಬರಗಳನ್ನು ಪೂರೈಸುವ ಉದ್ದೇಶದಿಂದ ಕೃಷಿ ಇಲಾಖೆಯು ಕಟ್ಟುನಿಟ್ಟಿನ ಕ್ರಮ ಕೈಗೊಂಡಿದೆ. ಅಗತ್ಯ ಪರಿಶೀಲನೆ ನಡೆಸಿ ಗುಣಮಟ್ಟ ಖಾತ್ರಿಪಡಿಸಲಾಗುತ್ತಿದೆ. ಗೊಬ್ಬರ ಉತ್ಪಾದನಾ ಘಟಕಗಳ ತಪಾಸಣೆ ನಡೆಸಲಾಗುತ್ತಿದೆ. ಅಗತ್ಯ ವಸ್ತುಗಳ ಕಾಯ್ದೆ / ಗೊಬ್ಬರ ನಿಯಂತ್ರಣ ಆದೇಶ 1985 ರ ಅಡಿ 29 ಲ್ಲಿ ನಿಯಮಗಳನ್ನು ಉಲ್ಲಂಘಿಸಿದವರ ವಿರುದ್ಧ ಕ್ರಮ ಕೈಗೊಳ್ಳಲಾಗುವುದು. ಸಾವಯವ ಗೊಬ್ಬರ ಮಾರಾಟ ಮಳಿಗೆಗಳ ಪರವಾನಗಿಯನ್ನು ಪರಿಶೀಲಿಸಲಾಗುವುದು. ಕಳಪೆ ಗುಣಮಟ್ಟದ ಗೊಬ್ಬರ ಮಾರಾಟ ಮಾಡುವವರ ವಿರುದ್ಧ ಪ್ರಕರಣ ದಾಖಲಿಸಲಾಗುವುದು. ರೈತರು ಗೊಬ್ಬರ ಖರೀದಿಸುವಾಗ ಬಿಲ್ ಪಡೆಯುವುದು ಕಡ್ಡಾಯ. 2024-25ರ ಅವಧಿಯಲ್ಲಿ 893 ಮಾದರಿಗಳನ್ನು ಸಂಗ್ರಹಿಸಿ ಪರೀಕ್ಷೆಗೆ ಒಳಪಡಿಸಲಾಗಿದೆ. 13 ಪ್ರಕರಣಗಳಲ್ಲಿ ಮಾರಾಟ ನಿಷೇಧ ಆದೇಶ ಹೊರಡಿಸಲಾಗಿದೆ ಎಂದು ತಿಳಿಸಲಾಗಿದೆ. [201, 1239, 355, 1389]
yoga-school-col2: ಪ್ರತಿ ವರ್ಷ ಜೂನ್ 21 ರಂದು ವಿಶ್ವ ಯೋಗ ದಿನಾಚರಣೆಯನ್ನು ಆಚರಿಸಲಾಗುತ್ತಿದೆ. ಇಡೀ ಜಗತ್ತಿಗೆ ಭಾರತ ನೀಡಿದ ಕೊಡುಗೆ ಯೋಗ ಎಂದು ಹೇಳಿದರು. ಶಾಲೆಯ ಮಕ್ಕಳು ಹಾಗೂ ಶಿಕ್ಷಕರು ಸಾಮೂಹಿಕ ಯೋಗ ಪ್ರದರ್ಶನ ನೀಡಿದರು. ವಿವಿಧ ಆಸನಗಳನ್ನು ಮಾಡಿ ಗಮನ ಸೆಳೆದರು. 6000 ವಿದ್ಯಾರ್ಥಿಗಳು ಭಾಗವಹಿಸಿದ್ದರು. [619, 1134, 869, 1176]
ad-mtech-headline: ಎಂ-ಟೆಕ್ ಇನ್ ಟೂಲ್ ಇಂಜಿನಿಯರಿಂಗ್ ಕೋರ್ಸಿಗೆ ಅರ್ಜಿ ಆಹ್ವಾನ [22, 692, 177, 722]
survey-story-body: ಬೆಂಗಳೂರು: ಪರಿಶಿಷ್ಟ ಜಾತಿಗಳ ಸಮಗ್ರ ಸಮೀಕ್ಷೆ-2025ಕ್ಕೆ ಜೂನ್ 30 ರವರೆಗೆ ಅವಧಿ ವಿಸ್ತರಿಸಲಾಗಿದೆ ಎಂದು ಕರ್ನಾಟಕ ರಾಜ್ಯ ಪರಿಶಿಷ್ಟ ಜಾತಿಗಳ ಶಾಶ್ವತ ಆಯೋಗ ತಿಳಿಸಿದೆ. ಸಮೀಕ್ಷೆಯಲ್ಲಿ ಭಾಗವಹಿಸದೆ ಉಳಿದ ಪರಿಶಿಷ್ಟ ಕುಟುಂಬಗಳಿಗೆ ಅಂತಿಮ ಅವಕಾಶ ಕಲ್ಪಿಸಲಾಗಿದೆ. ಈ ಅವಧಿಯಲ್ಲಿ ಅರ್ಜಿ ಸಲ್ಲಿಸಬಹುದಾಗಿದೆ. ನಗರಗಳಲ್ಲಿ ವಾಸಿಸುವ ಕುಟುಂಬಗಳು ಸಮೀಪದ ಕಚೇರಿಗಳಲ್ಲಿ ಅಥವಾ ಆನ್‌ಲೈನ್ ಮೂಲಕ ಮಾಹಿತಿ ನೀಡಬಹುದು. ಗ್ರಾಮ ಪಂಚಾಯಿತಿ ಮಟ್ಟದಲ್ಲೂ ವ್ಯವಸ್ಥೆ ಕಲ್ಪಿಸಲಾಗಿದೆ. ಸಮೀಕ್ಷೆ ಕಾರ್ಯವನ್ನು ಆಯೋಗದ ಅಧ್ಯಕ್ಷರ ನೇತೃತ್ವದಲ್ಲಿ ನಡೆಸಲಾಗುತ್ತಿದೆ. ರಾಜ್ಯದಲ್ಲಿ 198 ಕೇಂದ್ರಗಳಲ್ಲಿ ಸಮೀಕ್ಷೆ ನಡೆಯುತ್ತಿದೆ. ಅರ್ಹ ಫಲಾನುಭವಿಗಳು ತಪ್ಪದೇ ಭಾಗವಹಿಸಬೇಕು. [1144, 903, 1511, 956]
ad-mtech-website[interactable]: ವೆಬ್‌ಸೈಟ್: https://gttc.karnataka.gov.in [13, 842, 143, 850]
masthead [11, 8, 1516, 66]
agri-story-col3: ಗುಣಮಟ್ಟದ ಸಾವಯವ ಗೊಬ್ಬರ ಪೂರೈಕೆಗೆ ಇಲಾಖೆ ಬದ್ಧವಾಗಿದೆ. ನಿಯಮ ಉಲ್ಲಂಘಿಸಿದ ಸಂಸ್ಥೆಗಳ ವಿರುದ್ಧ ಕಾನೂನು ಕ್ರಮ ಕೈಗೊಳ್ಳಲಾಗಿದೆ. ಜೈವಿಕ ಗೊಬ್ಬರಗಳ ಉತ್ಪಾದನೆ ಮತ್ತು ಮಾರಾಟವನ್ನು ನಿಯಂತ್ರಿಸಲು ಕಟ್ಟುನಿಟ್ಟಿನ ಕ್ರಮ ಕೈಗೊಳ್ಳಲಾಗಿದೆ. 1985 ರ ಅಡಿಯಲ್ಲಿ ಅಧಿಕಾರಿಗಳಿಗೆ ತಪಾಸಣೆ ನಡೆಸುವ ಅಧಿಕಾರ ನೀಡಲಾಗಿದೆ. ದೂರು ಬಂದ ಕೂಡಲೇ ಸ್ಥಳ ಪರಿಶೀಲನೆ ನಡೆಸಲಾಗುವುದು. ರೈತರು ಯಾವುದೇ ಸಂಶಯವಿದ್ದರೆ ಇಲಾಖೆಯ ಸಹಾಯವಾಣಿಗೆ ಕರೆ ಮಾಡಬಹುದು. ಕೃಷಿ ಇಲಾಖೆಯ ಅಧಿಕಾರಿಗಳು ಜಿಲ್ಲಾ ಮಟ್ಟದಲ್ಲಿ ಸಭೆ ನಡೆಸಿ ಪರಿಶೀಲನೆ ನಡೆಸುತ್ತಿದ್ದಾರೆ. ಎಲ್ಲ ತಾಲ್ಲೂಕುಗಳಲ್ಲೂ ಈ ಕಾರ್ಯ ನಡೆಯುತ್ತಿದೆ ಎಂದು ತಿಳಿಸಿದ್ದಾರೆ. [674, 1239, 832, 1357]
story-urati-headline: ಉರಟಿ ಅಗ್ರಹಾರ ಚೌಡೇಶ್ವರಿ ಹುಟ್ಟುಹಬ್ಬ [13, 345, 186, 371]
lead-story-col3: ಆಡಳಿತದಲ್ಲಿ ಪಾರದರ್ಶಕತೆ ಇಲ್ಲದಿರುವುದೇ ಭ್ರಷ್ಟಾಚಾರಕ್ಕೆ ಮೂಲ ಕಾರಣ. ಜನರ ತೆರಿಗೆ ಹಣವನ್ನು ಸರಿಯಾಗಿ ಬಳಸಬೇಕು. ಸಮುದಾಯದ ಅಭಿವೃದ್ಧಿಗೆ ಮೀಸಲಿಟ್ಟ ಅನುದಾನವನ್ನು ಬೇರೆಡೆ ಬಳಸುವುದು ಅಪರಾಧ ಎಂದರು. ತನಿಖೆ ನಡೆಸಿ ವರದಿ ಬಹಿರಂಗಪಡಿಸಬೇಕು ಎಂದು ಆಗ್ರಹಿಸಿದರು. ಸಂಸತ್ ಅಧಿವೇಶನದಲ್ಲೂ ಈ ವಿಷಯವನ್ನು ಪ್ರಸ್ತಾಪಿಸಲಾಗುವುದು. ಕೇಂದ್ರ ಸರ್ಕಾರದ ಗಮನಕ್ಕೂ ತರಲಾಗುವುದು. ಅನ್ಯಾಯಕ್ಕೆ ಒಳಗಾದ ಸಮುದಾಯದ ಪರವಾಗಿ ಹೋರಾಟ ಮುಂದುವರಿಸಲಾಗುವುದು ಎಂದು ತಿಳಿಸಿದರು. ಜಿಲ್ಲೆಯ ಅಭಿವೃದ್ಧಿಗೆ ಕೇಂದ್ರ ಸರ್ಕಾರದಿಂದ ಹಲವು ಯೋಜನೆಗಳನ್ನು ತರಲಾಗಿದೆ. ಆದರೆ ರಾಜ್ಯ ಸರ್ಕಾರ ಸಹಕಾರ ನೀಡುತ್ತಿಲ್ಲ. ಜನರ ಸಮಸ್ಯೆಗಳಿಗೆ ಸ್ಪಂದಿಸುವಲ್ಲಿ ಸರ್ಕಾರ ವಿಫಲವಾಗಿದೆ ಎಂದು ದೂರಿದರು. ಪತ್ರಿಕಾಗೋಷ್ಠಿಯಲ್ಲಿ ಪಕ್ಷದ ಜಿಲ್ಲಾಧ್ಯಕ್ಷರು, ಮುಖಂಡರು ಮತ್ತು ಕಾರ್ಯಕರ್ತರು ಉಪಸ್ಥಿತರಿದ್ದರು. [1158, 427, 1512, 491]
story-bendre-body: ಬೆಂಗಳೂರು: ಕಾವ್ಯವನ್ನೇ ಉಸಿರಾಗಿಸಿಕೊಂಡು, ಕನ್ನಡಕ್ಕೆ ಜ್ಞಾನಪೀಠ ಕೊಡಿಸಿದ ಹಿರಿಮೆ ದ.ರಾ. ಬೇಂದ್ರೆ ಅವರದ್ದು ಎಂದು ಸಾಹಿತಿಗಳು ಹೇಳಿದರು. ಆಡಳಿತ ಮಂಡಳಿಯ ಸಹಯೋಗದಲ್ಲಿ ಆಯೋಜಿಸಿದ್ದ ಬೇಂದ್ರೆ ಕಾವ್ಯ ಸಂಭ್ರಮ ಕಾರ್ಯಕ್ರಮದಲ್ಲಿ ಮಾತನಾಡಿದ ಅವರು, ಬೇಂದ್ರೆ ಅವರ ಕವನಗಳಲ್ಲಿ ಜೀವನ ಪ್ರೀತಿ ಎದ್ದು ಕಾಣುತ್ತದೆ ಎಂದರು. ಮಾತು-ಕತೆ ಕಾರ್ಯಕ್ರಮದ ಭಾಗವಾಗಿ ನಡೆದ 21ನೇ ಶತಮಾನದಲ್ಲಿ ಬೇಂದ್ರೆ ಕಾವ್ಯ ವಿಚಾರಗೋಷ್ಠಿಯಲ್ಲಿ ಮಾತನಾಡಿದ ಅವರು, ಬೇಂದ್ರೆ ಅವರ ಕೃತಿಗಳು ಇಂದಿಗೂ ಪ್ರಸ್ತುತ. ಅವರ ಕಾವ್ಯಕ್ಕೆ ಜಾನಪದದ ಸೊಗಡು ಇದೆ. ಕನ್ನಡ ಭಾಷೆಯ ಸೊಗಸನ್ನು ಅವರು ಕಾವ್ಯದಲ್ಲಿ ಅದ್ಭುತವಾಗಿ ತಂದಿದ್ದಾರೆ ಎಂದು ತಿಳಿಸಿದರು. ಸಾಹಿತ್ಯ ಕ್ಷೇತ್ರದಲ್ಲಿ ಬೇಂದ್ರೆ ಅವರ ಕೊಡುಗೆ ಅಪಾರ. ಅವರ ಕಾವ್ಯ ಓದಿದಷ್ಟೂ ಹೊಸ ಅರ್ಥ ನೀಡುತ್ತದೆ. ಯುವ ಪೀಳಿಗೆ ಬೇಂದ್ರೆ ಸಾಹಿತ್ಯವನ್ನು ಓದಬೇಕು ಎಂದು ಕರೆ ನೀಡಿದರು. ಕಾರ್ಯಕ್ರಮದಲ್ಲಿ ಹಿರಿಯ ಸಾಹಿತಿಗಳು, ಕವಿಗಳು, ವಿದ್ಯಾರ್ಥಿಗಳು ಹಾಗೂ ಸಾಹಿತ್ಯಾಸಕ್ತರು ಭಾಗವಹಿಸಿದ್ದರು. ನಂತರ ನಡೆದ ಕವಿಗೋಷ್ಠಿಯಲ್ಲಿ ಹಲವು ಕವಿಗಳು ಕವನ ವಾಚನ ಮಾಡಿದರು. [201, 100, 343, 294]
ad-tool-design-footer: ಸಂಪರ್ಕಿಸಬಹುದು ಎಂದು ಪ್ರಕಟಣೆ ತಿಳಿಸಿದೆ. [13, 675, 117, 684]
story-scholarship-headline: ಶಿಷ್ಯವೇತನ/ತರಬೇತಿಗೆ ಅರ್ಜಿ ಆಹ್ವಾನ [589, 74, 789, 92]
lead-story-headline: ವಾಲ್ಮೀಕಿ ನಿಗಮದಂತೆ ಭೋವಿ ನಿಗಮದಲ್ಲೂ ಹಗರಣ [562, 375, 1152, 418]
story-bendre [193, 66, 522, 335]
ad-tool-design-body: ಬೆಂಗಳೂರು: ಕರ್ನಾಟಕ ಸರ್ಕಾರದ ಉಪಕರಣಾಗಾರ ಮತ್ತು ತರಬೇತಿ ಕೇಂದ್ರದಲ್ಲಿ 2025-26ನೇ ಶೈಕ್ಷಣಿಕ ಸಾಲಿನ ಪೋಸ್ಟ್ ಡಿಪ್ಲೊಮಾ ಇನ್ ಟೂಲ್ ಡಿಸೈನ್ ಕೋರ್ಸಿಗೆ ಅರ್ಜಿ ಆಹ್ವಾನಿಸಲಾಗಿದೆ. [13, 562, 186, 592]
masthead-day: ಮಂಗಳವಾರ [225, 23, 261, 33]
edition-name: ಕೋಲಾರ–ಚಿಕ್ಕಬಳ್ಳಾಪುರ [1296, 18, 1508, 49]
ad-mtech-body-2: ತೇರ್ಗಡೆಯಾದ ವಿದ್ಯಾರ್ಥಿಗಳು ಅರ್ಜಿ ಸಲ್ಲಿಸಬಹುದು. ಆರ್ಥಿಕವಾಗಿ ಹಿಂದುಳಿದ ವರ್ಗಗಳ ವಿದ್ಯಾರ್ಥಿಗಳಿಗೆ ವಿದ್ಯಾರ್ಥಿ ವೇತನ ಸೌಲಭ್ಯವಿದೆ. ಪ್ರವೇಶಕ್ಕೆ ಅರ್ಜಿ ಸಲ್ಲಿಸಲು ಇಚ್ಛಿಸುವವರು ಸಂಪರ್ಕಿಸಿ: [13, 798, 186, 829]
page-number: 4 [22, 11, 45, 57]
survey-story-url[interactable]: https://scheduledcastesurvey.karnataka.gov.in/selfdeclaration [1144, 957, 1366, 966]
ad-mtech-course: BE in Mechanical Engg. / Auto Mobile Engg. Automation & Robotics Engg. / Indl&Production Engg/Tool Engineering/ Mechatronics Engg. [14, 763, 185, 794]
ad-mtech-phones: ದೂ: 9141629584 / 9880217473 / 8310987353 [13, 831, 166, 840]
agri-story-headline: ಕೃಷಿ ಇಲಾಖೆಯಿಂದ ಸಾವಯವ ಮತ್ತು ಜೈವಿಕ ಗೊಬ್ಬರಗಳ ಗುಣಮಟ್ಟ ನಿಯಂತ್ರಣ [285, 1199, 917, 1228]
survey-story-photo [1144, 986, 1511, 1164]
yoga-health-col1: ಚಿಕ್ಕಮಗಳೂರು: ಮನುಷ್ಯನ ದೇಹ ಮತ್ತು ಮನಸ್ಸಿನ ಆರೋಗ್ಯಕ್ಕೆ ಯೋಗವೇ ಅತ್ಯುತ್ತಮ ಮದ್ದಾಗಿದ್ದು, ಪ್ರತಿಯೊಬ್ಬರೂ ದಿನನಿತ್ಯ ಯೋಗಾಭ್ಯಾಸ ಮಾಡಬೇಕು ಎಂದು ಹೇಳಿದರು. ನಗರದಲ್ಲಿ ಹಮ್ಮಿಕೊಂಡಿದ್ದ ಅಂತರರಾಷ್ಟ್ರೀಯ ಯೋಗ ದಿನಾಚರಣೆ ಕಾರ್ಯಕ್ರಮವನ್ನು ಉದ್ಘಾಟಿಸಿ ಮಾತನಾಡಿದರು. ಯೋಗ ಭಾರತೀಯ ಸಂಸ್ಕೃತಿಯ ಅವಿಭಾಜ್ಯ ಅಂಗ. ಇಂದು ವಿಶ್ವದಾದ್ಯಂತ ಯೋಗಕ್ಕೆ ಮನ್ನಣೆ ದೊರೆತಿದೆ. ಪ್ರಧಾನಮಂತ್ರಿಯವರ ಪ್ರಯತ್ನದಿಂದ ವಿಶ್ವಸಂಸ್ಥೆ ಯೋಗ ದಿನವನ್ನು ಘೋಷಿಸಿದೆ ಎಂದು ತಿಳಿಸಿದರು. ಆಧುನಿಕ ಜೀವನಶೈಲಿಯಿಂದ ಅನೇಕ ಕಾಯಿಲೆಗಳು ಬರುತ್ತಿವೆ. ಒತ್ತಡದ ಬದುಕಿನಿಂದ ಮಾನಸಿಕ ಆರೋಗ್ಯ ಹದಗೆಡುತ್ತಿದೆ. ಇದಕ್ಕೆ ಯೋಗವೇ ಪರಿಹಾರ ಎಂದರು. [1020, 1239, 1177, 1357]
leaf-icon [100, 21, 126, 47]
lead-story-kicker: ರಾಜ್ಯ ಸರ್ಕಾರದ ವಿರುದ್ಧ ಸಂಸದ ಡಾ.ಕೆ.ಸುಧಾಕರ್ ಆರೋಪ [722, 343, 992, 369]
survey-story [1136, 842, 1512, 1184]
